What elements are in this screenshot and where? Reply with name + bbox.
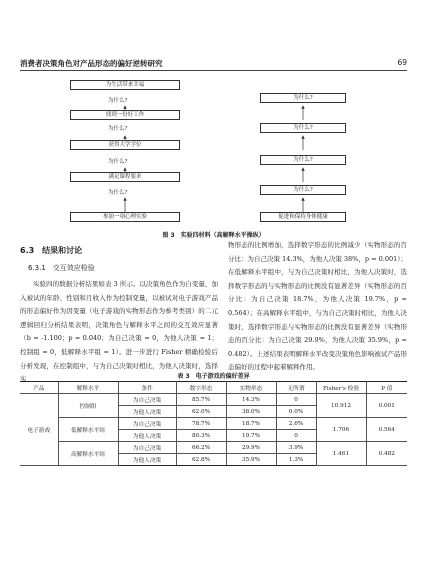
- product-cell: 电子游戏: [20, 394, 58, 466]
- fisher-cell: 10.912: [316, 394, 366, 418]
- page-number: 69: [397, 58, 407, 67]
- level-cell: 控制组: [58, 394, 118, 418]
- physical-cell: 18.7%: [226, 418, 276, 430]
- right-box-2: 为什么?: [260, 123, 346, 133]
- digital-cell: 85.7%: [176, 394, 226, 406]
- left-why-label: 为什么?: [108, 190, 128, 196]
- right-box-4: 为什么?: [260, 185, 346, 195]
- digital-cell: 62.0%: [176, 406, 226, 418]
- condition-cell: 为他人决策: [118, 454, 176, 466]
- table-row: [20, 418, 407, 430]
- col-header-fisher: Fisher's 检验: [316, 382, 366, 394]
- right-box-1: 为什么?: [260, 93, 346, 103]
- physical-cell: 14.3%: [226, 394, 276, 406]
- digital-cell: 80.3%: [176, 430, 226, 442]
- physical-cell: 35.9%: [226, 454, 276, 466]
- indifferent-cell: 0: [276, 394, 316, 406]
- left-box-1: 为生活带来幸福: [70, 80, 180, 90]
- col-header-digital: 数字形态: [176, 382, 226, 394]
- results-table: [20, 381, 407, 466]
- col-header-indifferent: 无所谓: [276, 382, 316, 394]
- right-box-3: 为什么?: [260, 155, 346, 165]
- physical-cell: 29.9%: [226, 442, 276, 454]
- condition-cell: 为他人决策: [118, 430, 176, 442]
- section-heading: 6.3 结果和讨论: [20, 246, 83, 255]
- left-box-5: 参加一项心理实验: [70, 212, 180, 222]
- digital-cell: 62.8%: [176, 454, 226, 466]
- col-header-condition: 条件: [118, 382, 176, 394]
- digital-cell: 78.7%: [176, 418, 226, 430]
- table-row: [20, 394, 407, 406]
- condition-cell: 为自己决策: [118, 442, 176, 454]
- header-title: 消费者决策角色对产品形态的偏好逆转研究: [20, 59, 163, 68]
- left-box-3: 获得大学学位: [70, 140, 180, 150]
- condition-cell: 为自己决策: [118, 418, 176, 430]
- col-header-p: P 值: [366, 382, 407, 394]
- p-cell: 0.001: [366, 394, 407, 418]
- left-box-2: 找到一份好工作: [70, 110, 180, 120]
- left-why-label: 为什么?: [108, 126, 128, 132]
- physical-cell: 19.7%: [226, 430, 276, 442]
- indifferent-cell: 0: [276, 430, 316, 442]
- indifferent-cell: 3.9%: [276, 442, 316, 454]
- digital-cell: 66.2%: [176, 442, 226, 454]
- left-why-label: 为什么?: [108, 159, 128, 165]
- left-box-4: 满足课程要求: [70, 172, 180, 182]
- indifferent-cell: 1.3%: [276, 454, 316, 466]
- level-cell: 高解释水平组: [58, 442, 118, 466]
- p-cell: 0.482: [366, 442, 407, 466]
- col-header-physical: 实物形态: [226, 382, 276, 394]
- table-row: [20, 442, 407, 454]
- condition-cell: 为他人决策: [118, 406, 176, 418]
- fisher-cell: 1.706: [316, 418, 366, 442]
- figure-caption: 图 3 实验四材料（高解释水平操纵）: [162, 232, 265, 239]
- col-header-product: 产品: [20, 382, 58, 394]
- indifferent-cell: 2.6%: [276, 418, 316, 430]
- running-header: [20, 58, 407, 71]
- level-cell: 低解释水平组: [58, 418, 118, 442]
- table-header-row: [20, 382, 407, 394]
- right-box-bottom: 促进和保持身体健康: [260, 212, 346, 222]
- subsection-heading: 6.3.1 交互效应检验: [28, 264, 95, 272]
- p-cell: 0.564: [366, 418, 407, 442]
- left-column-paragraph: 实验四的数据分析结果如表 3 所示。以决策角色作为自变量，加入被试的年龄、性别和月收入作为控制变量，以被试对电子游戏产品的形态偏好作为因变量（电子游戏的实物形态作为参考类别）的二元逻辑回归分析结果表明，决策角色与解释水平之间的交互效应显著（b = -1.100；p = 0.040；为自己决策 = 0，为他人决策 = 1；控制组 = 0，低解释水平组 = 1）。进一步进行 Fisher 精确检验后分析发现，在控制组中，与为自己决策时相比，为他人决策时，选择实: [20, 280, 218, 384]
- figure-diagram: [50, 80, 380, 230]
- condition-cell: 为自己决策: [118, 394, 176, 406]
- right-column-paragraph: 物形态的比例增加，选择数字形态的比例减少（实物形态的百分比：为自己决策 14.3%，为他人决策 38%，p = 0.001）；在低解释水平组中，与为自己决策时相比，为他人决策时，选择数字形态的与实物形态的比例没有显著差异（实物形态的百分比：为自己决策 18.7%，为他人决策 19.7%，p = 0.564）；在高解释水平组中，与为自己决策时相比，为他人决策时，选择数字形态与实物形态的比例没有显著差异（实物形态的百分比：为自己决策 29.9%，为他人决策 35.9%，p = 0.482）。上述结果表明解释水平改变决策角色影响被试产品形态偏好的过程中起着解释作用。: [228, 241, 407, 372]
- indifferent-cell: 0.0%: [276, 406, 316, 418]
- physical-cell: 38.0%: [226, 406, 276, 418]
- fisher-cell: 1.461: [316, 442, 366, 466]
- table-caption: 表 3 电子游戏的偏好差异: [177, 373, 250, 380]
- col-header-level: 解释水平: [58, 382, 118, 394]
- left-why-label: 为什么?: [108, 98, 128, 104]
